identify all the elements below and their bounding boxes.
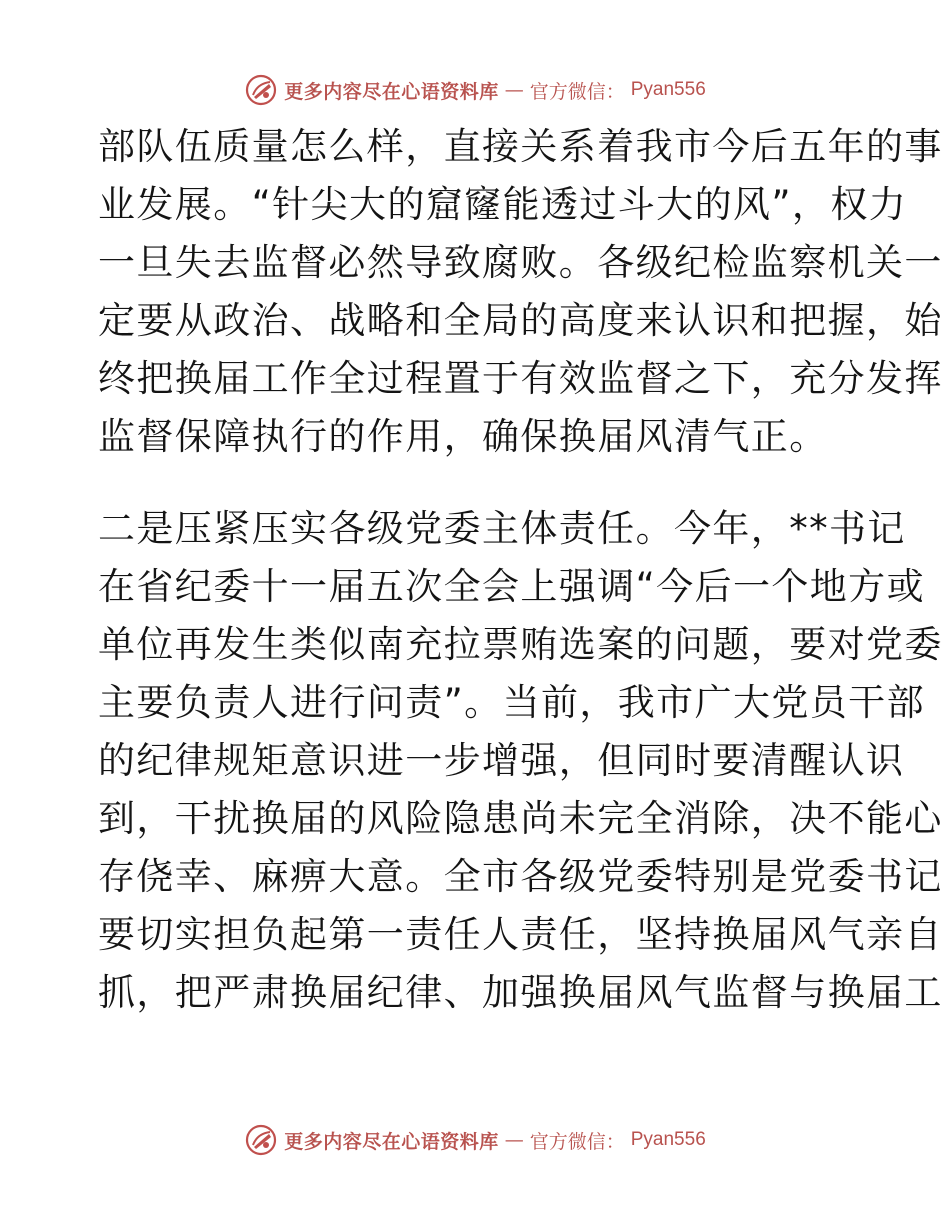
paragraph-2 — [98, 500, 943, 1022]
footer-brand-text: 更多内容尽在心语资料库 — [284, 1130, 499, 1153]
footer-wechat-label: 官方微信： — [529, 1130, 625, 1153]
text-line: 一旦失去监督必然导致腐败。各级纪检监察机关一 — [98, 241, 943, 284]
text-line: 终把换届工作全过程置于有效监督之下，充分发挥 — [98, 357, 943, 400]
header-brand-text: 更多内容尽在心语资料库 — [284, 80, 499, 103]
text-line: 在省纪委十一届五次全会上强调“今后一个地方或 — [98, 565, 925, 608]
text-line: 要切实担负起第一责任人责任，坚持换届风气亲自 — [98, 913, 943, 956]
text-line: 抓，把严肃换届纪律、加强换届风气监督与换届工 — [98, 971, 943, 1014]
text-line: 部队伍质量怎么样，直接关系着我市今后五年的事 — [98, 125, 943, 168]
text-line: 二是压紧压实各级党委主体责任。今年，**书记 — [98, 507, 906, 550]
text-line: 定要从政治、战略和全局的高度来认识和把握，始 — [98, 299, 943, 342]
footer-banner — [0, 1120, 950, 1160]
header-wechat-id: Pyan556 — [630, 79, 706, 100]
paragraph-gap — [98, 466, 858, 500]
header-banner — [0, 70, 950, 110]
footer-wechat-id: Pyan556 — [630, 1129, 706, 1150]
text-line: 到，干扰换届的风险隐患尚未完全消除，决不能心 — [98, 797, 943, 840]
brand-logo-icon — [244, 73, 278, 107]
text-line: 单位再发生类似南充拉票贿选案的问题，要对党委 — [98, 623, 943, 666]
footer-separator: — — [504, 1129, 524, 1151]
brand-logo-icon — [244, 1123, 278, 1157]
header-separator: — — [504, 79, 524, 101]
header-wechat-label: 官方微信： — [529, 80, 625, 103]
text-line: 主要负责人进行问责”。当前，我市广大党员干部 — [98, 681, 925, 724]
text-line: 存侥幸、麻痹大意。全市各级党委特别是党委书记 — [98, 855, 943, 898]
text-line: 的纪律规矩意识进一步增强，但同时要清醒认识 — [98, 739, 905, 782]
text-line: 监督保障执行的作用，确保换届风清气正。 — [98, 415, 828, 458]
paragraph-1 — [98, 118, 943, 466]
text-line: 业发展。“针尖大的窟窿能透过斗大的风”，权力 — [98, 183, 908, 226]
document-body — [98, 118, 943, 1022]
